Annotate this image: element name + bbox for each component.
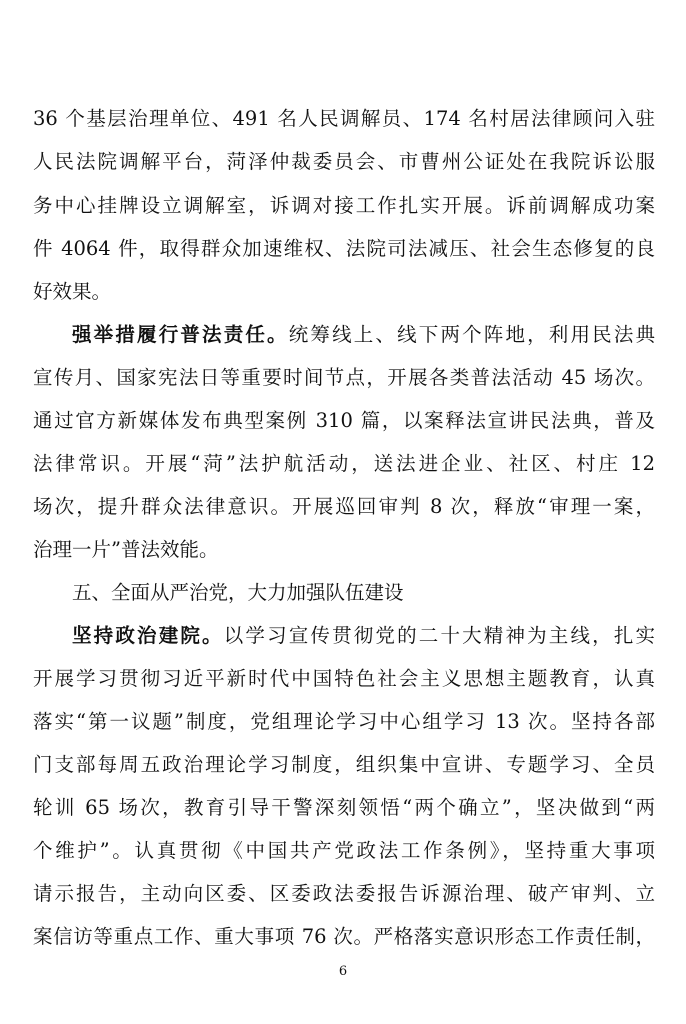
paragraph-3-line: 案信访等重点工作、重大事项 76 次。严格落实意识形态工作责任制， — [33, 925, 655, 948]
paragraph-1-line: 人民法院调解平台，菏泽仲裁委员会、市曹州公证处在我院诉讼服 — [33, 150, 655, 173]
paragraph-3-first-line-text: 以学习宣传贯彻党的二十大精神为主线，扎实 — [223, 624, 655, 647]
paragraph-3-line: 请示报告，主动向区委、区委政法委报告诉源治理、破产审判、立 — [33, 882, 655, 905]
paragraph-3-line: 落实“第一议题”制度，党组理论学习中心组学习 13 次。坚持各部 — [33, 710, 655, 733]
paragraph-2-line: 宣传月、国家宪法日等重要时间节点，开展各类普法活动 45 场次。 — [33, 366, 655, 389]
paragraph-2-line: 通过官方新媒体发布典型案例 310 篇，以案释法宣讲民法典，普及 — [33, 409, 655, 432]
paragraph-2-first-line — [72, 315, 655, 355]
paragraph-2-line: 法律常识。开展“菏”法护航活动，送法进企业、社区、村庄 12 — [33, 452, 655, 475]
paragraph-3-line: 开展学习贯彻习近平新时代中国特色社会主义思想主题教育，认真 — [33, 667, 655, 690]
section-heading: 五、全面从严治党，大力加强队伍建设 — [72, 581, 404, 604]
paragraph-2-title: 强举措履行普法责任。 — [72, 323, 289, 346]
paragraph-3-title: 坚持政治建院。 — [72, 624, 224, 647]
paragraph-2-line: 治理一片”普法效能。 — [33, 538, 219, 561]
page-number: 6 — [338, 964, 348, 979]
paragraph-3-line: 门支部每周五政治理论学习制度，组织集中宣讲、专题学习、全员 — [33, 753, 655, 776]
paragraph-1-line: 36 个基层治理单位、491 名人民调解员、174 名村居法律顾问入驻 — [33, 107, 655, 130]
paragraph-1-line: 务中心挂牌设立调解室，诉调对接工作扎实开展。诉前调解成功案 — [33, 194, 655, 217]
paragraph-2-first-line-text: 统筹线上、线下两个阵地，利用民法典 — [288, 323, 655, 346]
paragraph-1-line: 件 4064 件，取得群众加速维权、法院司法减压、社会生态修复的良 — [33, 237, 655, 260]
paragraph-1-line: 好效果。 — [33, 280, 112, 303]
paragraph-3-line: 个维护”。认真贯彻《中国共产党政法工作条例》，坚持重大事项 — [33, 839, 655, 862]
paragraph-3-line: 轮训 65 场次，教育引导干警深刻领悟“两个确立”，坚决做到“两 — [33, 796, 655, 819]
paragraph-2-line: 场次，提升群众法律意识。开展巡回审判 8 次，释放“审理一案， — [33, 495, 655, 518]
paragraph-3-first-line — [72, 616, 655, 656]
